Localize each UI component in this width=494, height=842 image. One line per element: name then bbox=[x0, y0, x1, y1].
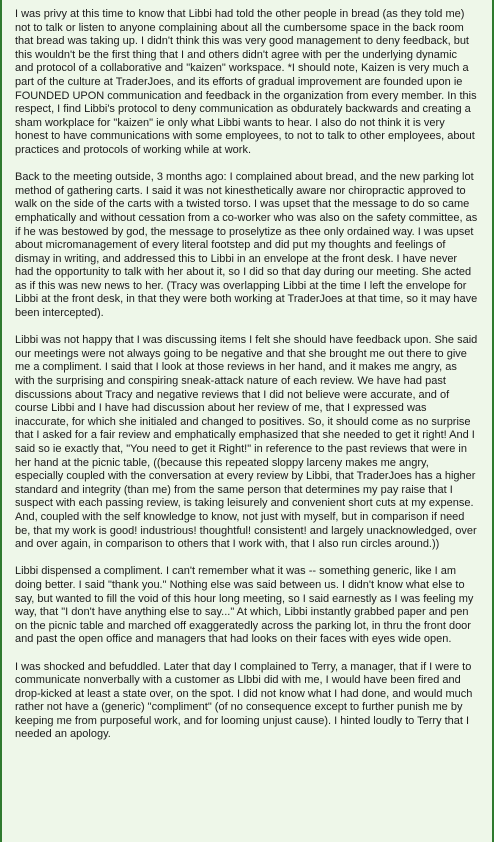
paragraph-2: Back to the meeting outside, 3 months ago: I complained about bread, and the new parking lot method of gathering carts. I said it was not kinesthetically aware nor chiropractic approved to walk on the side of the carts with a twisted torso. I was upset that the message to do so came emphatically and without cessation from a co-worker who was also on the safety committee, as if he was bestowed by god, the message to proselytize as thee only ordained way. I was upset about micromanagement of every literal footstep and did put my thoughts and feelings of dismay in writing, and addressed this to Libbi in an envelope at the front desk. I have never had the opportunity to talk with her about it, so I did so that day during our meeting. She acted as if this was new news to her. (Tracy was overlapping Libbi at the time I left the envelope for Libbi at the front desk, in that they were both working at TraderJoes at that time, so it may have been intercepted). bbox=[15, 171, 478, 320]
paragraph-4: Libbi dispensed a compliment. I can't remember what it was -- something generic, like I am doing better. I said "thank you." Nothing else was said between us. I didn't know what else to say, but wanted to fill the void of this hour long meeting, so I said earnestly as I was feeling my way, that "I don't have anything else to say..." At which, Libbi instantly grabbed paper and pen on the picnic table and marched off exaggeratedly across the parking lot, in thru the front door and past the open office and managers that had looks on their faces with eyes wide open. bbox=[15, 565, 474, 646]
paragraph-3: Libbi was not happy that I was discussing items I felt she should have feedback upon. She said our meetings were not always going to be negative and that she brought me out there to give me a compliment. I said that I look at those reviews in her hand, and it makes me angry, as with the surprising and conspiring sneak-attack nature of each review. We have had past discussions about Tracy and negative reviews that I did not believe were accurate, and of course Libbi and I have had discussion about her review of me, that I expressed was inaccurate, for which she initialed and changed to positives. So, it should come as no surprise that I asked for a fair review and emphatically emphasized that she needed to get it right! And I said so ie exactly that, "You need to get it Right!" in reference to the past reviews that were in her hand at the picnic table, ((because this repeated sloppy larceny makes me angry, especially coupled with the conversation at every review by Libbi, that TraderJoes has a higher standard and integrity (than me) from the same person that determines my pay raise that I suspect with each passing review, is taking leisurely and convenient short cuts at my expense. And, coupled with the self knowledge to know, not just with myself, but in comparison if need be, that my work is good! industrious! thoughtful! consistent! and largely unacknowledged, over and over again, in comparison to others that I work with, that I also run circles around.)) bbox=[15, 334, 478, 551]
paragraph-1: I was privy at this time to know that Libbi had told the other people in bread (as they told me) not to talk or listen to anyone complaining about all the cumbersome space in the back room that bread was taking up. I didn't think this was very good management to deny feedback, but this wouldn't be the first thing that I and others didn't agree with per the underlying dynamic and protocol of a collaborative and "kaizen" workspace. *I should note, Kaizen is very much a part of the culture at TraderJoes, and its efforts of gradual improvement are founded upon ie FOUNDED UPON communication and feedback in the organization from every member. In this respect, I find Libbi's protocol to deny communication as obdurately backwards and creating a sham workplace for "kaizen" ie only what Libbi wants to hear. I also do not think it is very honest to have communications with some employees, to not to talk to other employees, about practices and protocols of working while at work. bbox=[15, 8, 477, 156]
paragraph-5: I was shocked and befuddled. Later that day I complained to Terry, a manager, that if I were to communicate nonverbally with a customer as Llbbi did with me, I would have been fired and drop-kicked at least a state over, on the spot. I did not know what I had done, and would much rather not have a (generic) "compliment" (of no consequence except to further punish me by keeping me from purposeful work, and for looming unjust cause). I hinted loudly to Terry that I needed an apology. bbox=[15, 660, 473, 741]
